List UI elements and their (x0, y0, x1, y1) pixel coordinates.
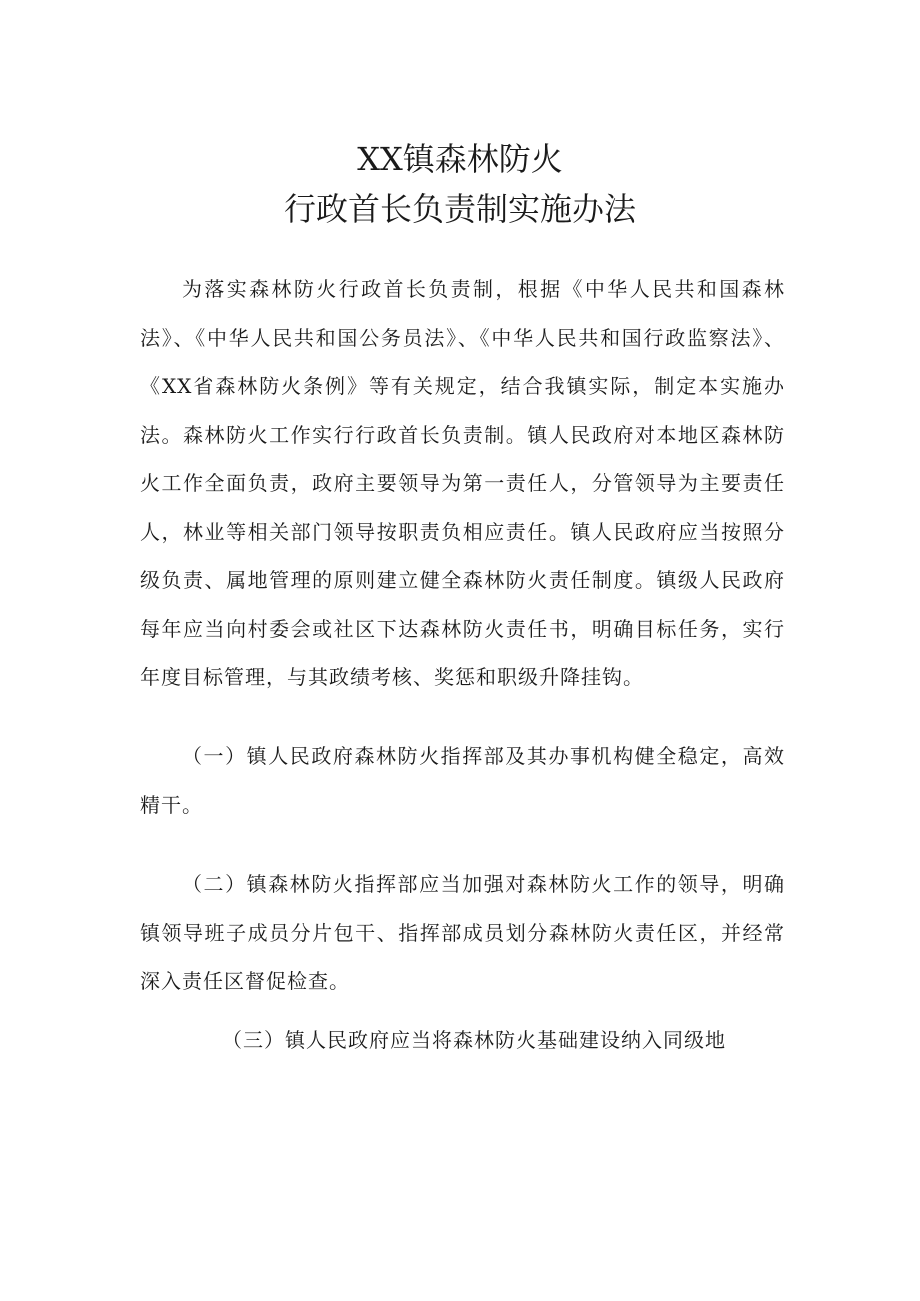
paragraph-intro: 为落实森林防火行政首长负责制，根据《中华人民共和国森林法》、《中华人民共和国公务员法》、《中华人民共和国行政监察法》、《XX省森林防火条例》等有关规定，结合我镇实际，制定本实施办法。森林防火工作实行行政首长负责制。镇人民政府对本地区森林防火工作全面负责，政府主要领导为第一责任人，分管领导为主要责任人，林业等相关部门领导按职责负相应责任。镇人民政府应当按照分级负责、属地管理的原则建立健全森林防火责任制度。镇级人民政府每年应当向村委会或社区下达森林防火责任书，明确目标任务，实行年度目标管理，与其政绩考核、奖惩和职级升降挂钩。 (140, 277, 785, 689)
document-title-line1: XX镇森林防火 (357, 140, 563, 178)
paragraph-item-2: （二）镇森林防火指挥部应当加强对森林防火工作的领导，明确镇领导班子成员分片包干、指挥部成员划分森林防火责任区，并经常深入责任区督促检查。 (140, 872, 785, 993)
paragraph-item-3: （三）镇人民政府应当将森林防火基础建设纳入同级地 (222, 1028, 726, 1052)
paragraph-item-1: （一）镇人民政府森林防火指挥部及其办事机构健全稳定，高效精干。 (140, 744, 785, 817)
document-title-line2: 行政首长负责制实施办法 (283, 190, 636, 228)
